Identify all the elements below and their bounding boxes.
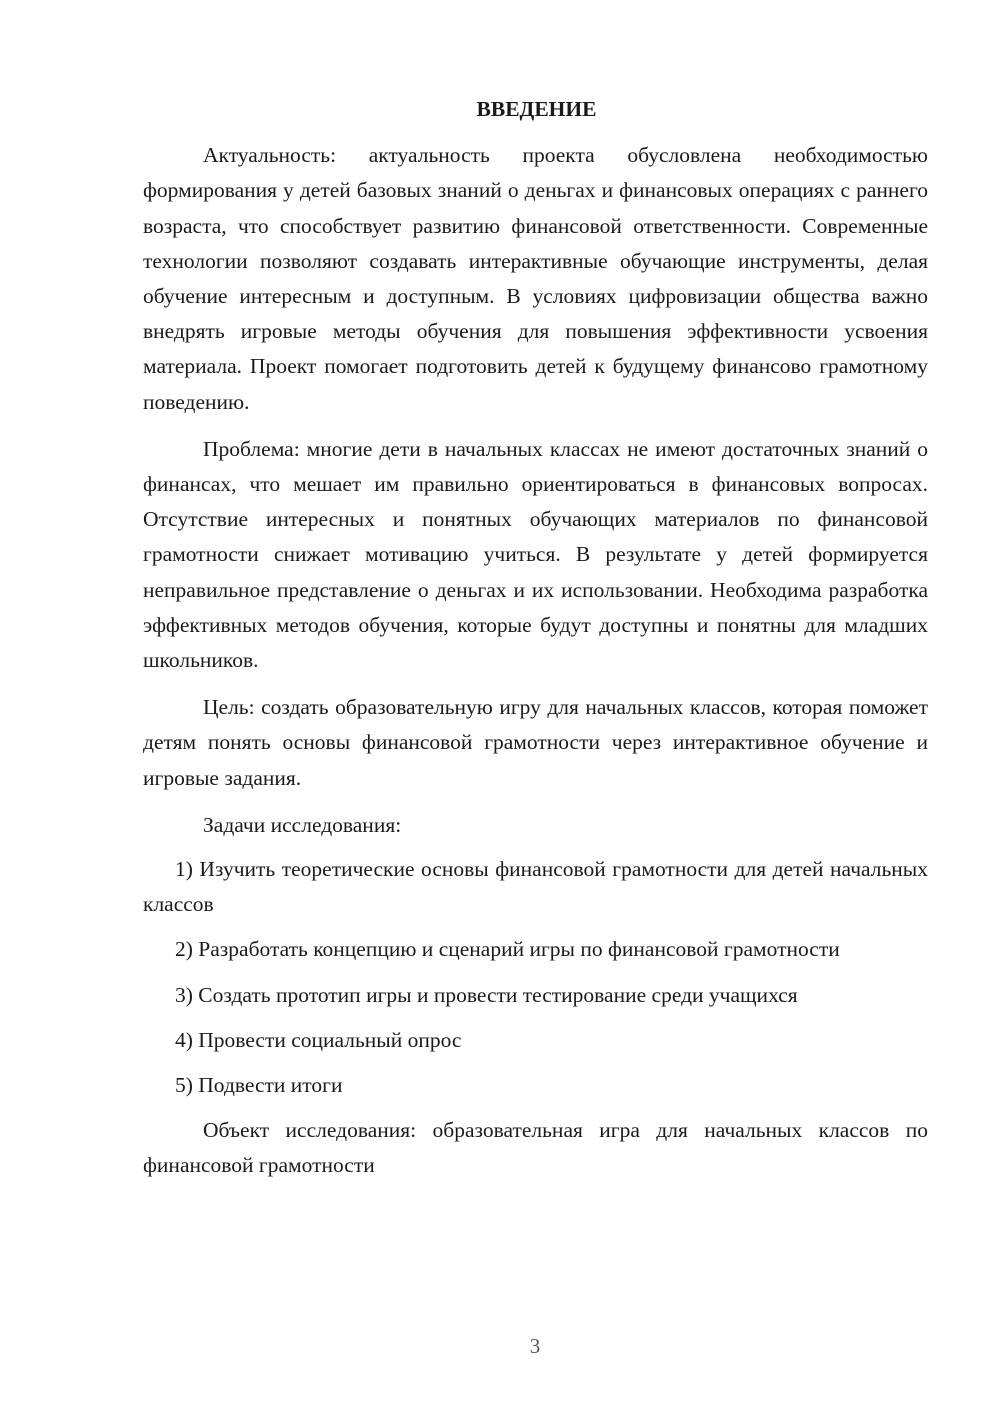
tasks-list: [143, 852, 928, 1103]
tasks-heading: Задачи исследования:: [203, 812, 402, 837]
task-item: 2) Разработать концепцию и сценарий игры по финансовой грамотности: [175, 937, 840, 962]
task-item: 5) Подвести итоги: [175, 1073, 343, 1098]
task-item: 1) Изучить теоретические основы финансовой грамотности для детей начальных классов: [143, 857, 928, 917]
problem-paragraph: Проблема: многие дети в начальных классах не имеют достаточных знаний о финансах, что мешает им правильно ориентироваться в финансовых вопросах. Отсутствие интересных и понятных обучающих материалов по финансовой грамотности снижает мотивацию учиться. В результате у детей формируется неправильное представление о деньгах и их использовании. Необходима разработка эффективных методов обучения, которые будут доступны и понятны для младших школьников.: [143, 436, 928, 673]
task-item: 4) Провести социальный опрос: [175, 1027, 462, 1052]
task-item: 3) Создать прототип игры и провести тестирование среди учащихся: [175, 982, 798, 1007]
goal-paragraph: Цель: создать образовательную игру для начальных классов, которая поможет детям понять основы финансовой грамотности через интерактивное обучение и игровые задания.: [143, 695, 928, 790]
relevance-paragraph: Актуальность: актуальность проекта обусловлена необходимостью формирования у детей базовых знаний о деньгах и финансовых операциях с раннего возраста, что способствует развитию финансовой ответственности. Современные технологии позволяют создавать интерактивные обучающие инструменты, делая обучение интересным и доступным. В условиях цифровизации общества важно внедрять игровые методы обучения для повышения эффективности усвоения материала. Проект помогает подготовить детей к будущему финансово грамотному поведению.: [143, 143, 928, 414]
object-paragraph: Объект исследования: образовательная игра для начальных классов по финансовой грамотности: [143, 1118, 928, 1178]
document-page: [143, 92, 928, 1196]
page-number: 3: [529, 1334, 541, 1358]
section-title: ВВЕДЕНИЕ: [476, 97, 597, 121]
